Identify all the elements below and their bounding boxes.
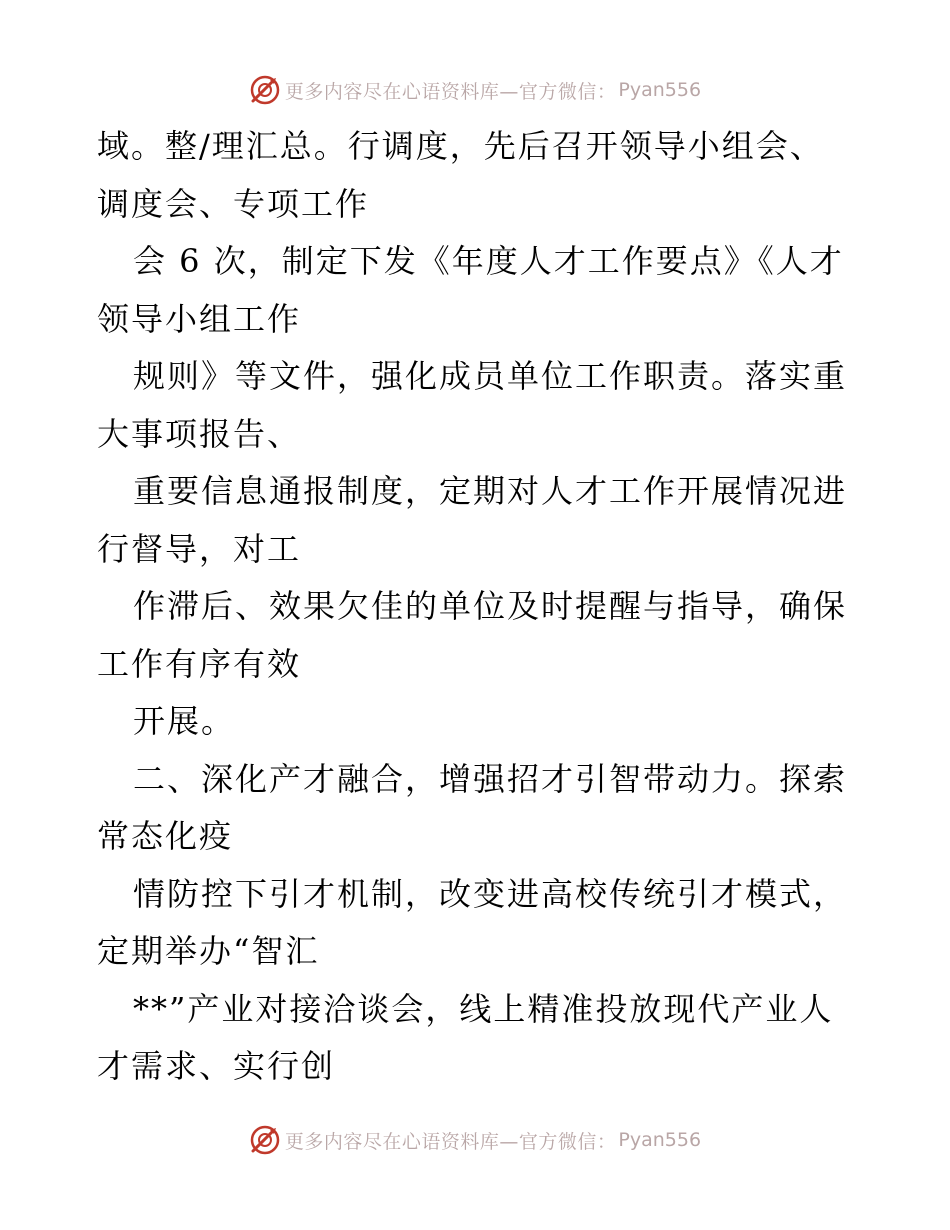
text-line: 常态化疫 [97, 817, 234, 855]
text-line: 会 6 次，制定下发《年度人才工作要点》《人才 [133, 242, 844, 280]
header-watermark [0, 70, 950, 110]
watermark-wechat-id: Pyan556 [618, 1129, 702, 1151]
watermark-text: 更多内容尽在心语资料库—官方微信： [284, 1130, 617, 1153]
text-line: 情防控下引才机制，改变进高校传统引才模式， [133, 874, 848, 913]
text-line: 开展。 [133, 702, 236, 740]
text-line: 才需求、实行创 [97, 1047, 336, 1085]
watermark-wechat-id: Pyan556 [618, 79, 702, 101]
text-line: 大事项报告、 [97, 414, 302, 453]
text-line: 规则》等文件，强化成员单位工作职责。落实重 [133, 357, 848, 395]
text-line: 域。整/理汇总。行调度，先后召开领导小组会、 [97, 127, 824, 165]
text-line: 重要信息通报制度，定期对人才工作开展情况进 [133, 472, 848, 510]
logo-icon [249, 1124, 281, 1156]
footer-watermark [0, 1120, 950, 1160]
text-line: 调度会、专项工作 [97, 184, 370, 223]
logo-icon [249, 74, 281, 106]
text-line: 行督导，对工 [97, 529, 302, 568]
text-line: **”产业对接洽谈会，线上精准投放现代产业人 [133, 989, 834, 1028]
text-line: 二、深化产才融合，增强招才引智带动力。探索 [133, 759, 848, 798]
document-body [97, 118, 857, 1096]
text-line: 工作有序有效 [97, 644, 302, 683]
text-line: 作滞后、效果欠佳的单位及时提醒与指导，确保 [133, 587, 848, 625]
watermark-text: 更多内容尽在心语资料库—官方微信： [284, 80, 617, 103]
text-line: 定期举办“智汇 [97, 932, 320, 970]
text-line: 领导小组工作 [97, 299, 302, 338]
